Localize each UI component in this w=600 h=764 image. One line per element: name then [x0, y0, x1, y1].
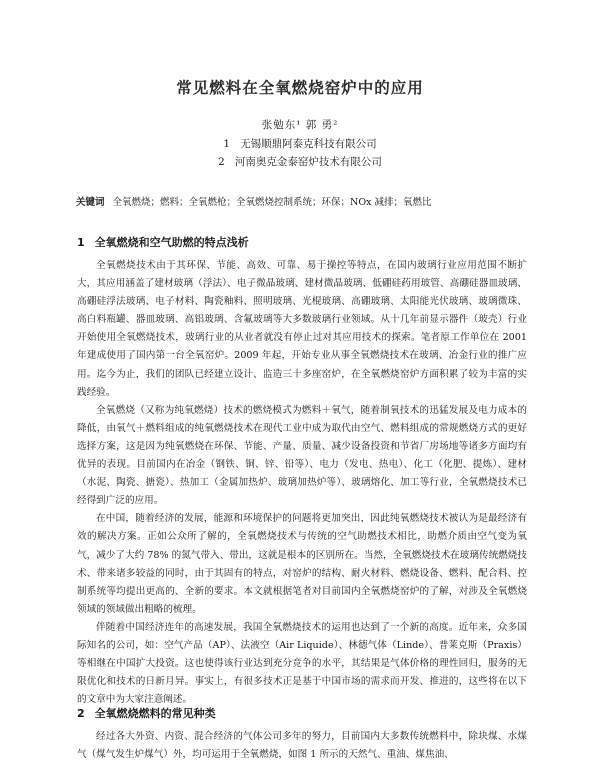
section-1-paragraph-3: 在中国，随着经济的发展，能源和环境保护的问题将更加突出，因此纯氧燃烧技术被认为是最经济有效的解决方案。正如公众所了解的，全氧燃烧技术与传统的空气助燃技术相比，助燃介质由空气变为氧气，减少了大约 78% 的氮气带入、带出，这就是根本的区别所在。当然，全氧燃烧技术在玻璃传统燃烧技术、带来诸多较益的同时，由于其固有的特点，对窑炉的结构、耐火材料、燃烧设备、燃料、配合料、控制系统等均提出更高的、全新的要求。本文就根据笔者对目前国内全氧燃烧窑炉的了解，对涉及全氧燃烧领域的领域做出粗略的梳理。 — [77, 513, 527, 615]
section-2-title: 全氧燃烧燃料的常见种类 — [94, 707, 216, 720]
keywords-label: 关键词 — [76, 197, 105, 208]
section-2-body — [77, 728, 527, 764]
section-2-paragraph-1: 经过各大外资、内资、混合经济的气体公司多年的努力，目前国内大多数传统燃料中，除块煤、水煤气（煤气发生炉煤气）外，均可运用于全氧燃烧，如图 1 所示的天然气、重油、煤焦油、 — [77, 731, 527, 761]
affiliation-1-number: 1 — [223, 138, 231, 150]
affiliation-2-number: 2 — [218, 156, 225, 168]
section-1-title: 全氧燃烧和空气助燃的特点浅析 — [94, 236, 249, 249]
section-1-paragraph-4: 伴随着中国经济连年的高速发展，我国全氧燃烧技术的运用也达到了一个新的高度。近年来，众多国际知名的公司，如：空气产品（AP）、法液空（Air Liquide）、林德气体（Linde）、普莱克斯（Praxis）等相继在中国扩大投资。这也使得该行业达到充分竞争的水平，其结果是气体价格的理性回归，服务的无限优化和技术的日新月异。事实上，有很多技术正是基于中国市场的需求而开发、推进的，这些将在以下的文章中为大家注意阐述。 — [77, 621, 527, 706]
affiliation-2-name: 河南奥克金泰窑炉技术有限公司 — [234, 156, 382, 168]
section-1-body — [77, 257, 527, 709]
section-1-number: 1 — [77, 236, 85, 249]
affiliation-1-name: 无锡顺鼎阿泰克科技有限公司 — [240, 138, 377, 150]
section-1-heading — [77, 234, 249, 250]
section-1-paragraph-1: 全氧燃烧技术由于其环保、节能、高效、可靠、易于操控等特点，在国内玻璃行业应用范围不断扩大，其应用涵盖了建材玻璃（浮法）、电子微晶玻璃、建材微晶玻璃、低硼硅药用玻管、高硼硅器皿玻璃、高硼硅浮法玻璃、电子材料、陶瓷釉料、照明玻璃、光棍玻璃、高硼玻璃、太阳能光伏玻璃、玻璃微珠、高白料瓶罐、器皿玻璃、高铝玻璃、含氟玻璃等大多数玻璃行业领域。从十几年前显示器件（玻壳）行业开始使用全氧燃烧技术，玻璃行业的从业者就没有停止过对其应用技术的探索。笔者原工作单位在 2001 年建成使用了国内第一台全氧窑炉。2009 年起，开始专业从事全氧燃烧技术在玻璃、冶金行业的推广应用。迄今为止，我们的团队已经建立设计、监造三十多座窑炉，在全氧燃烧窑炉方面积累了较为丰富的实践经验。 — [77, 260, 527, 398]
paper-authors: 张勉东¹ 郭 勇² — [261, 119, 339, 131]
section-1-paragraph-2: 全氧燃烧（又称为纯氧燃烧）技术的燃烧模式为燃料＋氧气，随着制氧技术的迅猛发展及电力成本的降低，由氧气＋燃料组成的纯氧燃烧技术在现代工业中成为取代由空气、燃料组成的常规燃烧方式的更好选择方案，这是因为纯氧燃烧在环保、节能、产量、质量、减少设备投资和节省厂房场地等诸多方面均有优异的表现。目前国内在冶金（钢铁、铜、锌、铅等）、电力（发电、热电）、化工（化肥、提炼）、建材（水泥、陶瓷、搪瓷）、热加工（金属加热炉、玻璃加热炉等）、玻璃熔化、加工等行业，全氧燃烧技术已经得到广泛的应用。 — [77, 404, 527, 507]
affiliation-2 — [0, 154, 600, 169]
paper-title: 常见燃料在全氧燃烧窑炉中的应用 — [176, 79, 424, 97]
keywords-text: 全氧燃烧；燃料；全氧燃枪；全氧燃烧控制系统；环保；NOx 减排；氧燃比 — [112, 197, 432, 208]
keywords-line — [76, 194, 546, 208]
section-2-number: 2 — [77, 707, 85, 720]
affiliation-1 — [0, 136, 600, 151]
section-2-heading — [77, 705, 216, 721]
